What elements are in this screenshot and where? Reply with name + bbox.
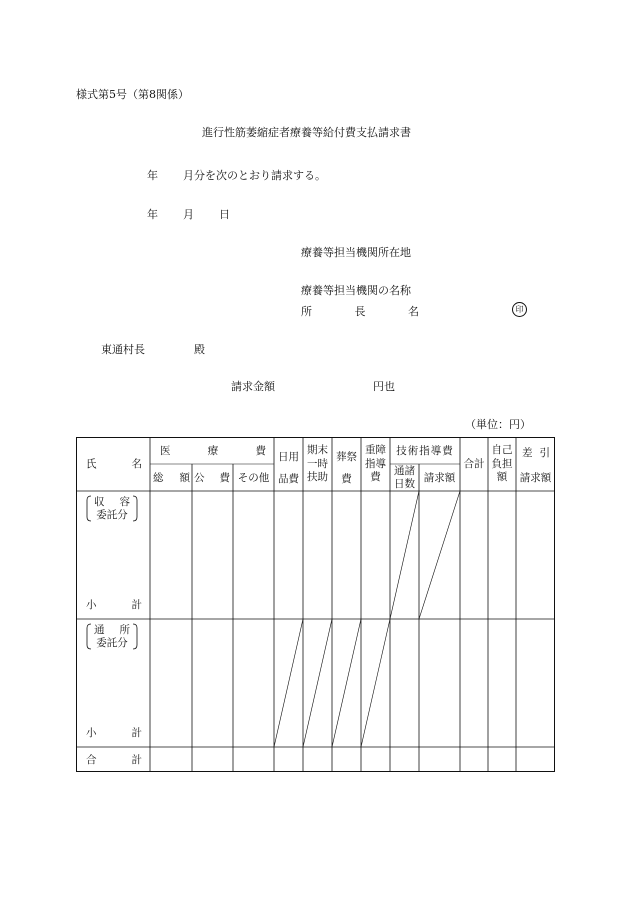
request-month-text: 月分を次のとおり請求する。 <box>183 169 326 182</box>
header-diff-claim: 請求額 <box>519 472 552 484</box>
header-self-pay-line-1: 自己 <box>491 444 513 456</box>
request-year-label: 年 <box>147 169 158 182</box>
table-grid <box>76 437 555 772</box>
seal-char: 印 <box>515 305 524 314</box>
header-diff-char-2: 引 <box>539 447 550 459</box>
header-year-end-line-3: 扶助 <box>307 471 328 483</box>
header-medical-public <box>194 472 230 484</box>
institution-name-label: 療養等担当機関の名称 <box>301 284 411 297</box>
header-name-char-1: 氏 <box>86 458 97 470</box>
header-self-pay <box>488 444 516 485</box>
header-medical-total-char-2: 額 <box>179 472 190 484</box>
page-title: 進行性筋萎縮症者療養等給付費支払請求書 <box>202 126 411 139</box>
header-self-pay-line-2: 負担 <box>491 457 513 470</box>
seal-mark <box>512 302 527 317</box>
subtotal-residential-char-2: 計 <box>131 599 142 611</box>
section-label-daycare <box>85 623 139 649</box>
header-tech-days-line-1: 通諸 <box>394 465 415 477</box>
header-medical-char-2: 療 <box>207 445 219 457</box>
institution-address-label: 療養等担当機関所在地 <box>301 246 411 259</box>
subtotal-daycare-char-2: 計 <box>131 727 142 739</box>
date-day-label: 日 <box>219 208 230 221</box>
header-total-col: 合計 <box>463 458 485 470</box>
section-daycare-char-2: 所 <box>119 624 130 636</box>
subtotal-residential <box>86 599 142 611</box>
header-tech: 技術指導費 <box>396 445 454 457</box>
section-daycare-char-1: 通 <box>94 624 105 636</box>
header-tech-days-line-2: 日数 <box>394 477 415 490</box>
date-month-label: 月 <box>183 208 194 221</box>
section-residential-char-1: 収 <box>94 496 105 508</box>
director-char-1: 所 <box>301 305 312 318</box>
header-year-end-line-1: 期末 <box>307 444 328 456</box>
header-medical-public-char-1: 公 <box>194 472 205 484</box>
header-diff-char-1: 差 <box>522 447 533 459</box>
header-severe-line-3: 費 <box>370 471 381 483</box>
header-medical-total-char-1: 総 <box>153 472 164 484</box>
header-severe <box>361 444 390 485</box>
subtotal-residential-char-1: 小 <box>86 599 97 611</box>
section-residential-char-2: 容 <box>119 496 130 508</box>
header-medical-char-1: 医 <box>160 445 171 457</box>
header-medical-public-char-2: 費 <box>219 472 230 484</box>
header-severe-line-1: 重障 <box>365 444 386 456</box>
amount-label: 請求金額 <box>231 380 275 393</box>
header-year-end <box>303 444 332 485</box>
header-medical-char-3: 費 <box>255 445 266 457</box>
subtotal-daycare-char-1: 小 <box>86 727 97 739</box>
addressee-name: 東通村長 <box>101 343 145 356</box>
unit-note: （単位：円） <box>465 418 531 431</box>
header-severe-line-2: 指導 <box>365 457 386 470</box>
header-daily-goods-line-2: 品費 <box>278 473 299 485</box>
header-year-end-line-2: 一時 <box>307 457 328 470</box>
header-medical-other: その他 <box>237 472 270 484</box>
grand-total-char-1: 合 <box>86 754 97 766</box>
date-year-label: 年 <box>147 208 158 221</box>
director-char-2: 長 <box>354 305 366 318</box>
header-daily-goods <box>274 446 303 490</box>
header-name-char-2: 名 <box>131 458 142 470</box>
grand-total-char-2: 計 <box>131 754 142 766</box>
header-funeral <box>332 446 361 490</box>
section-daycare-sub: 委託分 <box>96 637 128 649</box>
billing-table <box>76 437 555 772</box>
header-daily-goods-line-1: 日用 <box>278 451 299 463</box>
amount-suffix: 円也 <box>373 380 395 393</box>
header-funeral-line-1: 葬祭 <box>336 451 357 463</box>
subtotal-daycare <box>86 727 142 739</box>
header-self-pay-line-3: 額 <box>496 471 508 483</box>
header-diff <box>522 447 550 459</box>
director-char-3: 名 <box>408 305 419 318</box>
header-medical-total <box>153 472 190 484</box>
section-residential-sub: 委託分 <box>96 509 128 521</box>
section-label-residential <box>85 495 139 521</box>
header-tech-days <box>390 465 419 490</box>
header-medical <box>160 445 266 457</box>
header-funeral-line-2: 費 <box>341 473 352 485</box>
addressee-honorific: 殿 <box>194 343 205 356</box>
header-name <box>86 458 142 470</box>
form-number: 様式第5号（第8関係） <box>76 88 189 101</box>
header-tech-claim: 請求額 <box>423 472 456 484</box>
grand-total-row-label <box>86 754 142 766</box>
director-name-label <box>301 303 419 319</box>
